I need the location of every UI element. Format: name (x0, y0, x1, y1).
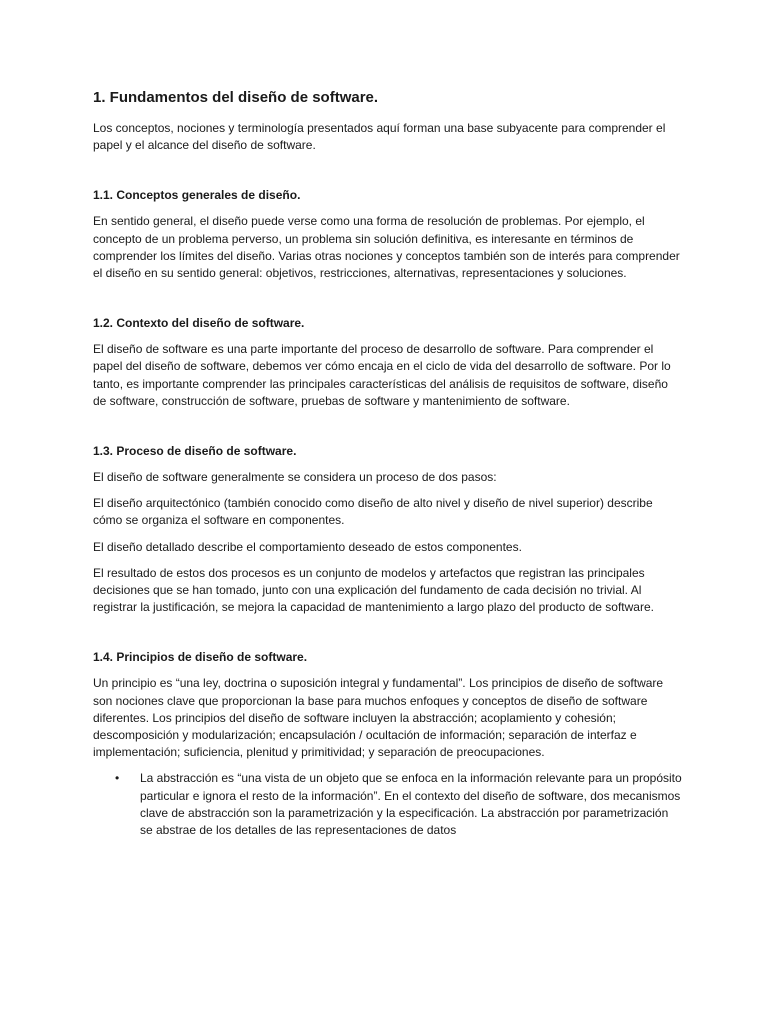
section-1-2-paragraph: El diseño de software es una parte importante del proceso de desarrollo de software. Para comprender el papel del diseño de software, debemos ver cómo encaja en el ciclo de vida del desarrollo de software. Por lo tanto, es importante comprender las principales características del análisis de requisitos de software, diseño de software, construcción de software, pruebas de software y mantenimiento de software. (93, 342, 671, 408)
section-heading-1-3: 1.3. Proceso de diseño de software. (93, 444, 297, 459)
list-item-text: La abstracción es “una vista de un objeto que se enfoca en la información relevante para un propósito particular e ignora el resto de la información”. En el contexto del diseño de software, dos mecanismos clave de abstracción son la parametrización y la especificación. La abstracción por parametrización se abstrae de los detalles de las representaciones de datos (140, 771, 682, 838)
section-gap (93, 291, 682, 315)
section-1-1-paragraph: En sentido general, el diseño puede verse como una forma de resolución de problemas. Por ejemplo, el concepto de un problema perverso, un problema sin solución definitiva, es interesante en términos de comprender los límites del diseño. Varias otras nociones y conceptos también son de interés para comprender el diseño en su sentido general: objetivos, restricciones, alternativas, representaciones y soluciones. (93, 214, 680, 281)
section-heading-1-2: 1.2. Contexto del diseño de software. (93, 316, 305, 331)
list-item (115, 770, 682, 839)
section-1-3-paragraph: El diseño de software generalmente se considera un proceso de dos pasos: (93, 470, 497, 485)
section-gap (93, 625, 682, 649)
bullet-icon: • (115, 771, 120, 786)
section-1-3-paragraph: El resultado de estos dos procesos es un conjunto de modelos y artefactos que registran las principales decisiones que se han tomado, junto con una explicación del fundamento de cada decisión no trivial. Al registrar la justificación, se mejora la capacidad de mantenimiento a largo plazo del producto de software. (93, 565, 654, 615)
section-heading-1-4: 1.4. Principios de diseño de software. (93, 650, 308, 665)
section-gap (93, 163, 682, 187)
section-1-4-paragraph: Un principio es “una ley, doctrina o suposición integral y fundamental”. Los principios de diseño de software son nociones clave que proporcionan la base para muchos enfoques y conceptos de diseño de software diferentes. Los principios del diseño de software incluyen la abstracción; acoplamiento y cohesión; descomposición y modularización; encapsulación / ocultación de información; separación de interfaz e implementación; suficiencia, plenitud y primitividad; y separación de preocupaciones. (93, 676, 664, 760)
document-title: 1. Fundamentos del diseño de software. (93, 89, 379, 106)
principles-list (93, 770, 682, 839)
intro-paragraph: Los conceptos, nociones y terminología presentados aquí forman una base subyacente para comprender el papel y el alcance del diseño de software. (93, 121, 666, 153)
section-1-3-paragraph: El diseño detallado describe el comportamiento deseado de estos componentes. (93, 539, 522, 554)
section-heading-1-1: 1.1. Conceptos generales de diseño. (93, 188, 301, 203)
section-gap (93, 419, 682, 443)
section-1-3-paragraph: El diseño arquitectónico (también conocido como diseño de alto nivel y diseño de nivel superior) describe cómo se organiza el software en componentes. (93, 496, 653, 528)
